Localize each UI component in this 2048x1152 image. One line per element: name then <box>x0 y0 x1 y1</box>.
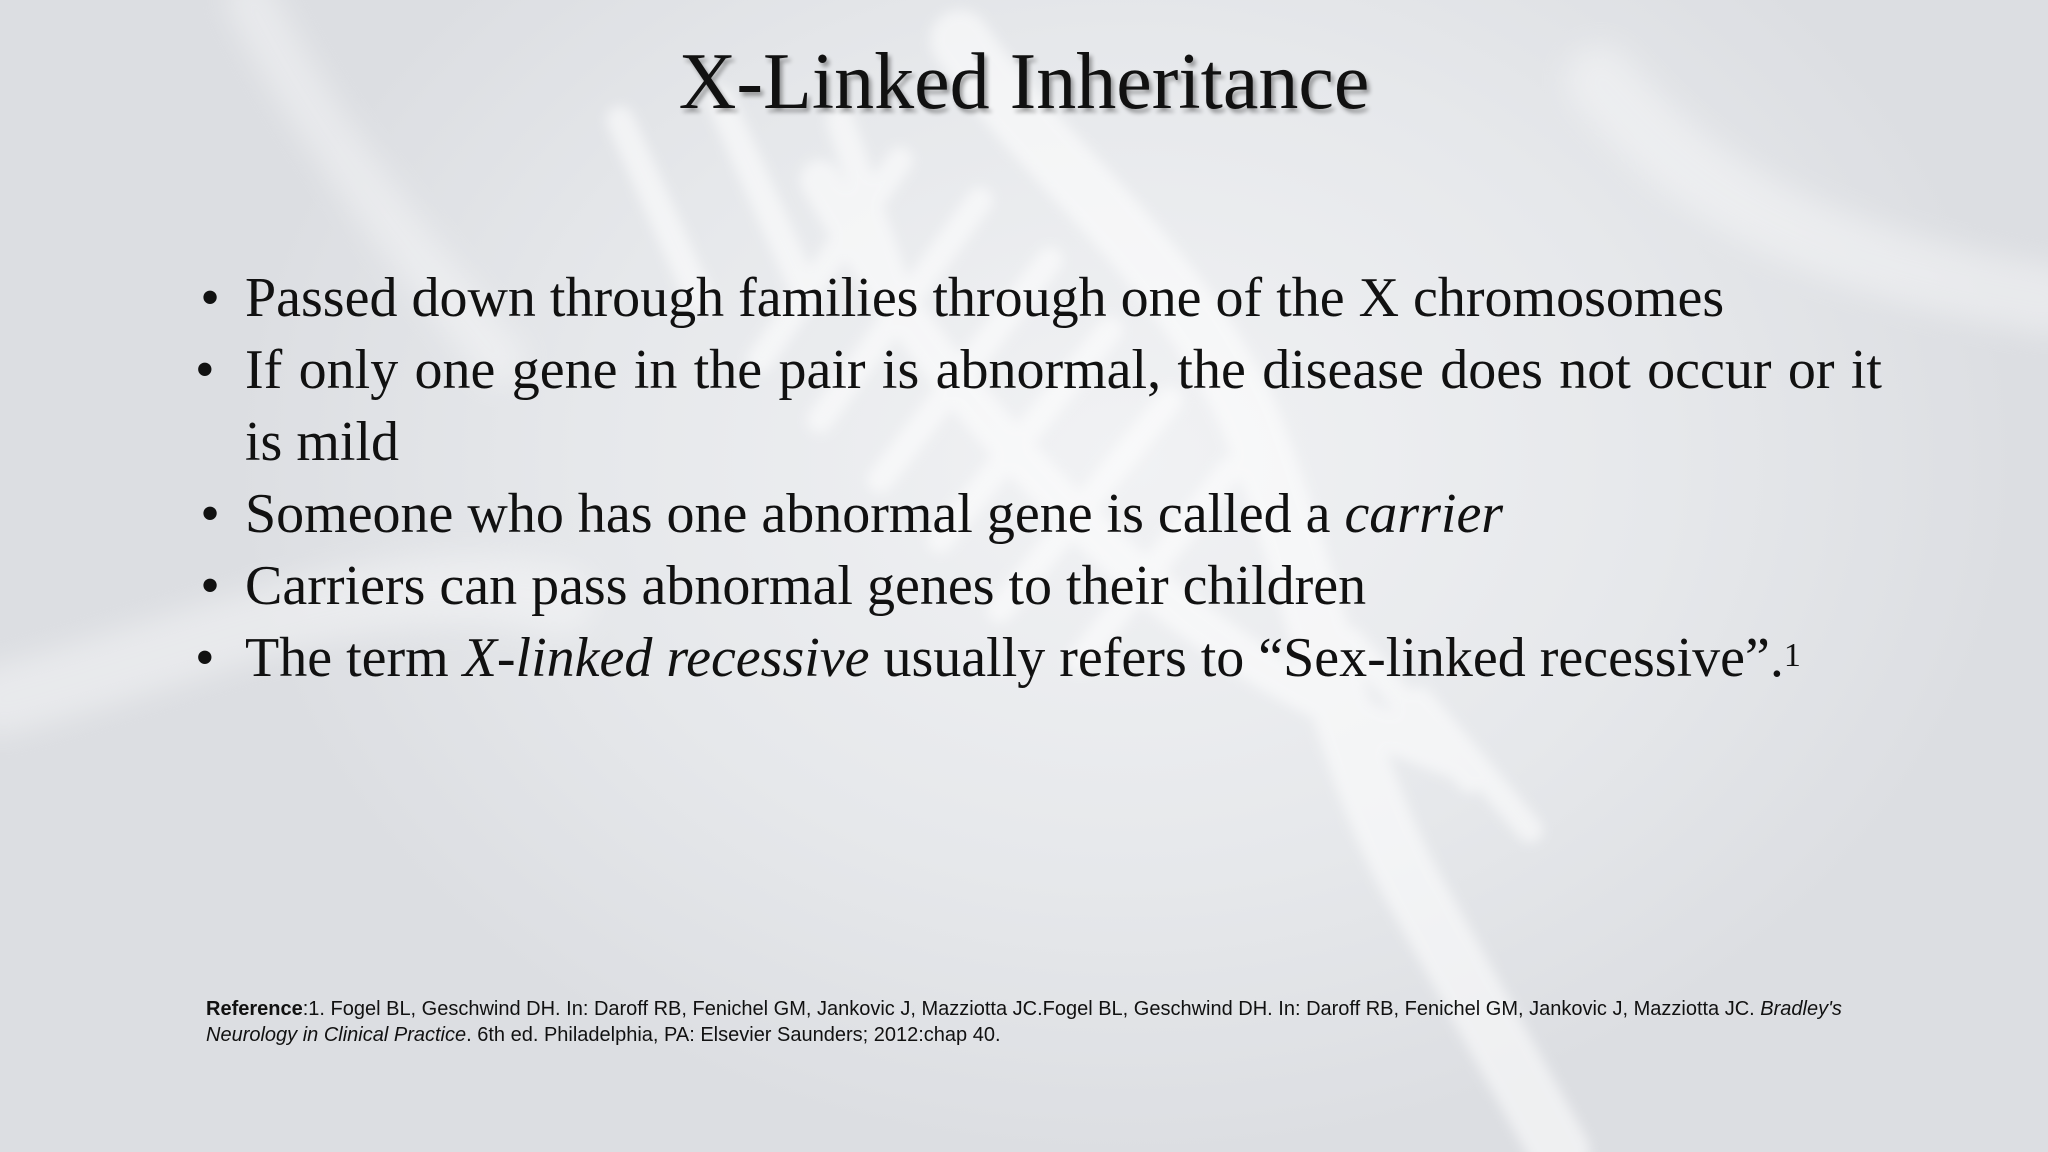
bullet-list <box>195 262 1882 694</box>
reference-details: . 6th ed. Philadelphia, PA: Elsevier Saunders; 2012:chap 40. <box>466 1024 1001 1046</box>
bullet-text: If only one gene in the pair is abnormal, the disease does not occur or it is mild <box>245 339 1882 473</box>
bullet-dot: • <box>195 627 215 689</box>
bullet-text: The term <box>245 627 463 689</box>
bullet-text: Passed down through families through one of the X chromosomes <box>245 267 1725 329</box>
bullet-dot: • <box>200 267 220 329</box>
bullet-text: usually refers to “Sex-linked recessive”. <box>869 627 1784 689</box>
bullet-item <box>195 550 1882 622</box>
bullet-item <box>195 478 1882 550</box>
bullet-emphasis: X-linked recessive <box>462 627 870 689</box>
bullet-item <box>195 334 1882 478</box>
reference-text: :1. Fogel BL, Geschwind DH. In: Daroff RB, Fenichel GM, Jankovic J, Mazziotta JC.Fogel BL, Geschwind DH. In: Daroff RB, Fenichel GM, Jankovic J, Mazziotta JC. <box>302 998 1761 1020</box>
bullet-item <box>195 262 1882 334</box>
bullet-dot: • <box>195 339 215 401</box>
reference-label: Reference <box>206 998 303 1020</box>
bullet-dot: • <box>200 483 220 545</box>
bullet-emphasis: carrier <box>1344 483 1504 545</box>
bullet-text: Carriers can pass abnormal genes to their children <box>245 555 1367 617</box>
reference-book-title: Bradley's Neurology in Clinical Practice <box>206 998 1842 1046</box>
bullet-item <box>195 622 1882 694</box>
footnote-marker: 1 <box>1783 637 1801 674</box>
slide-title: X-Linked Inheritance <box>678 38 1370 126</box>
reference-citation <box>206 996 1896 1048</box>
bullet-text: Someone who has one abnormal gene is called a <box>245 483 1345 545</box>
bullet-dot: • <box>200 555 220 617</box>
